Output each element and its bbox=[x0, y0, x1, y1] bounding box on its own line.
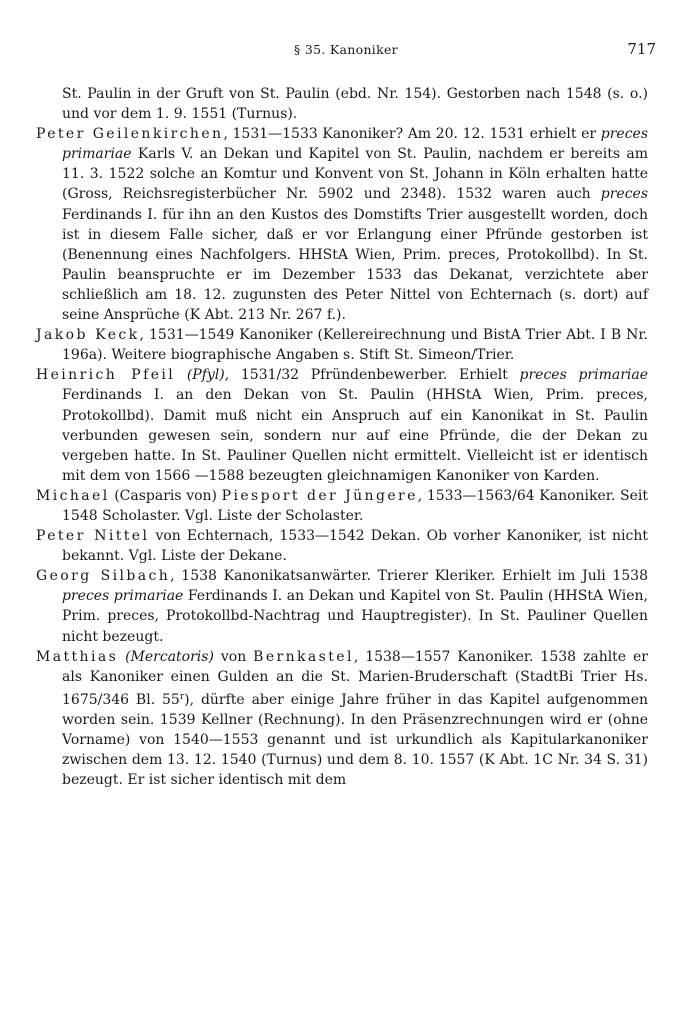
entry-text: , 1531/32 Pfründenbewerber. Erhielt bbox=[224, 367, 520, 384]
entry-text: , 1538—1557 Kanoniker. 1538 zahlte er als Kanoniker einen Gulden an die St. Marien-Bruderschaft (StadtBi Trier Hs. 1675/346 Bl. 55 bbox=[62, 648, 648, 708]
entry-name-variant: (Mercatoris) bbox=[125, 648, 214, 665]
entry-heinrich-pfeil bbox=[36, 365, 648, 486]
entry-name: Matthias bbox=[36, 648, 119, 665]
entry-italic: preces primariae bbox=[62, 588, 184, 605]
entry-text: Karls V. an Dekan und Kapitel von St. Paulin, nachdem er bereits am 11. 3. 1522 solche an Komtur und Konvent von St. Johann in Köln erhalten hatte (Gross, Reichsregisterbücher Nr. 5902 und 2348). 1532 waren auch bbox=[62, 146, 648, 203]
entry-text: St. Paulin in der Gruft von St. Paulin (ebd. Nr. 154). Gestorben nach 1548 (s. o.) und vor dem 1. 9. 1551 (Turnus). bbox=[62, 86, 648, 123]
entry-text: ), dürfte aber einige Jahre früher in das Kapitel aufgenommen worden sein. 1539 Kellner (Rechnung). In den Präsenzrechnungen wird er (ohne Vorname) von 1540—1553 genannt und ist urkundlich als Kapitularkanoniker zwischen dem 13. 12. 1540 (Turnus) und dem 8. 10. 1557 (K Abt. 1C Nr. 34 S. 31) bezeugt. Er ist sicher identisch mit dem bbox=[62, 691, 648, 789]
entry-name: Michael bbox=[36, 487, 110, 504]
entry-peter-nittel bbox=[36, 526, 648, 566]
entry-italic: preces primariae bbox=[62, 126, 648, 163]
entry-italic: preces bbox=[600, 186, 648, 203]
entry-michael-piesport bbox=[36, 486, 648, 526]
entry-name: Peter Nittel bbox=[36, 528, 150, 545]
entry-name: Georg Silbach bbox=[36, 568, 171, 585]
entry-name: Heinrich Pfeil bbox=[36, 367, 176, 384]
entry-matthias-bernkastel bbox=[36, 647, 648, 791]
entry-text: , 1531—1533 Kanoniker? Am 20. 12. 1531 erhielt er bbox=[223, 126, 601, 143]
entry-name: Peter Geilenkirchen bbox=[36, 126, 224, 143]
entry-text: , 1531—1549 Kanoniker (Kellereirechnung und BistA Trier Abt. I B Nr. 196a). Weitere biographische Angaben s. Stift St. Simeon/Trier. bbox=[62, 327, 648, 364]
entry-continuation bbox=[36, 84, 648, 124]
entry-name: Bernkastel bbox=[253, 648, 354, 665]
entry-italic: preces primariae bbox=[519, 367, 648, 384]
entry-jakob-keck bbox=[36, 325, 648, 365]
entry-name-variant: (Pfyl) bbox=[186, 367, 225, 384]
entry-text: Ferdinands I. an den Dekan von St. Paulin (HHStA Wien, Prim. preces, Protokollbd). Damit muß nicht ein Anspruch auf ein Kanonikat in St. Paulin verbunden gewesen sein, sondern nur auf eine Pfründe, die der Dekan zu vergeben hatte. In St. Pauliner Quellen nicht ermittelt. Vielleicht ist er identisch mit dem von 1566 —1588 bezeugten gleichnamigen Kanoniker von Karden. bbox=[62, 387, 648, 484]
entry-text: Ferdinands I. für ihn an den Kustos des Domstifts Trier ausgestellt worden, doch ist in diesem Falle sicher, daß er vor Erlangung einer Pfründe gestorben ist (Benennung eines Nachfolgers. HHStA Wien, Prim. preces, Protokollbd). In St. Paulin beanspruchte er im Dezember 1533 das Dekanat, verzichtete aber schließlich am 18. 12. zugunsten des Peter Nittel von Echternach (s. dort) auf seine Ansprüche (K Abt. 213 Nr. 267 f.). bbox=[62, 206, 648, 324]
entry-text: von Echternach, 1533—1542 Dekan. Ob vorher Kanoniker, ist nicht bekannt. Vgl. Liste der Dekane. bbox=[62, 528, 648, 565]
entry-georg-silbach bbox=[36, 566, 648, 646]
entry-text: , 1533—1563/64 Kanoniker. Seit 1548 Scholaster. Vgl. Liste der Scholaster. bbox=[62, 487, 648, 524]
entry-name-middle: (Casparis von) bbox=[109, 487, 222, 504]
entry-name-middle: von bbox=[213, 648, 254, 665]
running-head bbox=[36, 42, 656, 64]
entry-text: Ferdinands I. an Dekan und Kapitel von St. Paulin (HHStA Wien, Prim. preces, Protokollbd-Nachtrag und Hauptregister). In St. Pauliner Quellen nicht bezeugt. bbox=[62, 588, 648, 645]
entry-peter-geilenkirchen bbox=[36, 124, 648, 325]
page-number: 717 bbox=[627, 40, 656, 58]
entry-name: Jakob Keck bbox=[36, 327, 140, 344]
section-title: § 35. Kanoniker bbox=[294, 42, 398, 57]
entry-text: , 1538 Kanonikatsanwärter. Trierer Kleriker. Erhielt im Juli 1538 bbox=[170, 568, 648, 585]
entry-name: Piesport der Jüngere bbox=[221, 487, 418, 504]
body-text bbox=[36, 84, 648, 790]
superscript: r bbox=[179, 691, 185, 702]
